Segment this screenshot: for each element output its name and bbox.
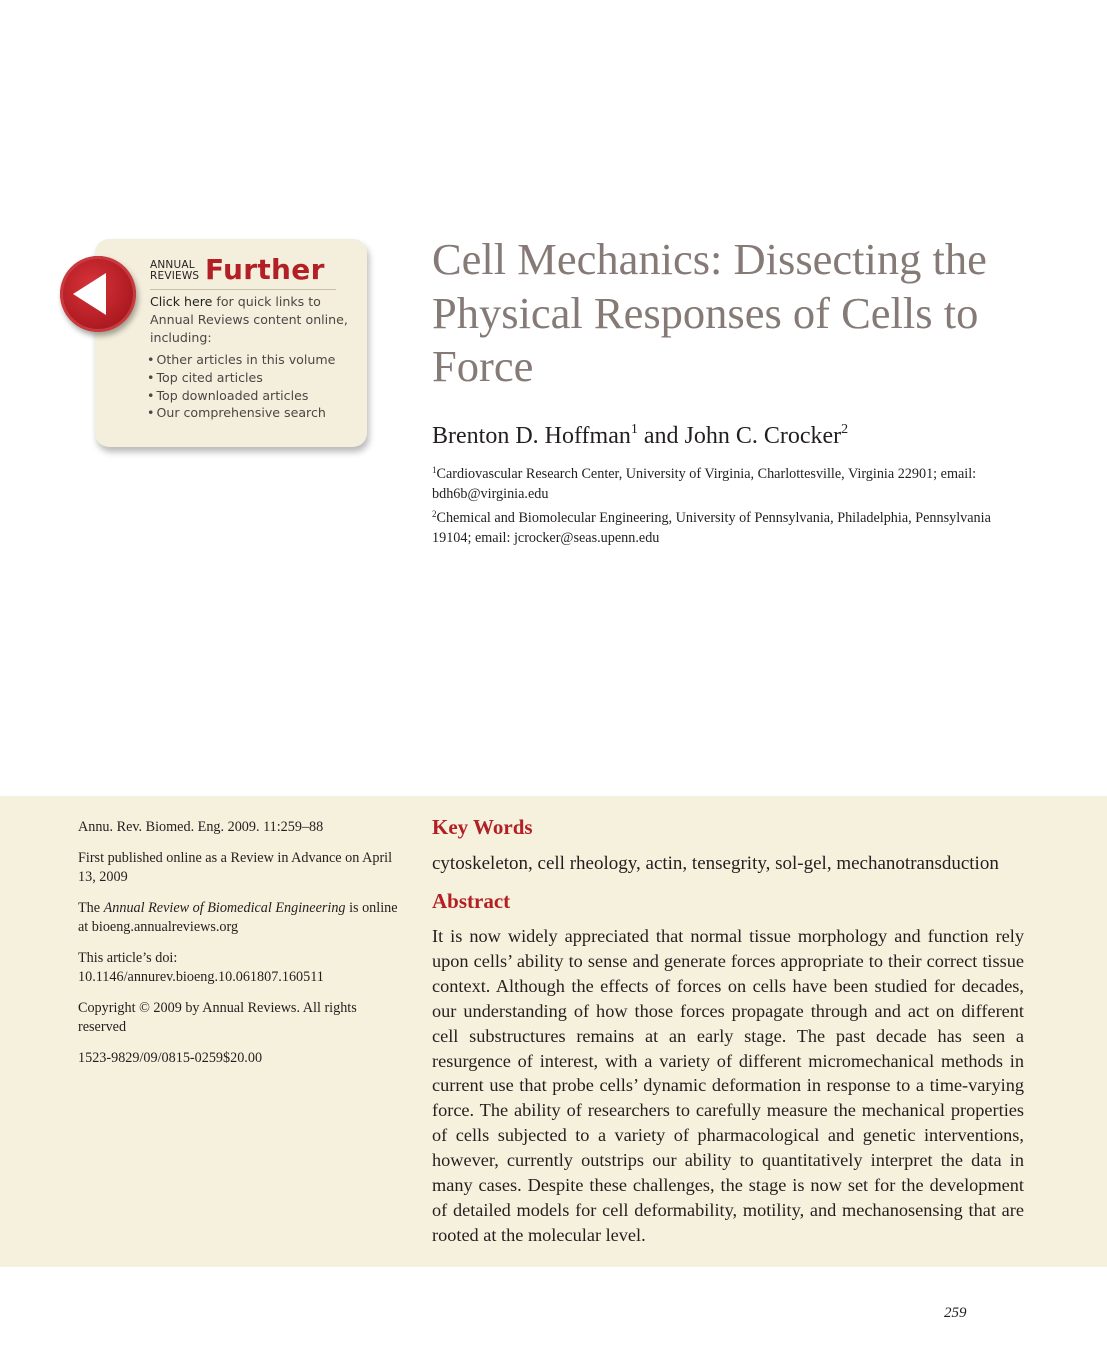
logo-line-annual: ANNUAL xyxy=(150,259,195,271)
further-item-top-cited[interactable]: • Top cited articles xyxy=(147,369,335,387)
author-name: Brenton D. Hoffman xyxy=(432,423,631,449)
copyright: Copyright © 2009 by Annual Reviews. All rights reserved xyxy=(78,1000,357,1035)
author-affiliation-mark: 1 xyxy=(630,422,638,437)
abstract-heading: Abstract xyxy=(432,889,511,913)
affiliation-text: Cardiovascular Research Center, University of Virginia, Charlottesville, Virginia 22901; email: bdh6b@virginia.edu xyxy=(432,466,977,502)
article-doi: This article’s doi: 10.1146/annurev.bioeng.10.061807.160511 xyxy=(78,950,324,985)
article-title: Cell Mechanics: Dissecting the Physical Responses of Cells to Force xyxy=(432,234,987,391)
abstract-text: It is now widely appreciated that normal tissue morphology and function rely upon cells’ ability to sense and generate forces appropriate to their correct tissue context. Although the effects of forces on cells have been studied for decades, our understanding of how those forces propagate through and act on different cell substructures remains at an early stage. The past decade has seen a resurgence of interest, with a variety of different micromechanical methods in current use that probe cells’ dynamic deformation in response to a time-varying force. The ability of researchers to carefully measure the mechanical properties of cells subjected to a variety of pharmacological and genetic interventions, however, currently outstrips our ability to quantitatively interpret the data in many cases. Despite these challenges, the stage is now set for the development of detailed models for cell deformability, motility, and mechanosensing that are rooted at the molecular level. xyxy=(432,926,1024,1245)
keywords-text: cytoskeleton, cell rheology, actin, tensegrity, sol-gel, mechanotransduction xyxy=(432,853,999,874)
annual-reviews-logo xyxy=(150,260,202,282)
author-join: and xyxy=(637,423,685,449)
affiliation-text: Chemical and Biomolecular Engineering, University of Pennsylvania, Philadelphia, Pennsylvania 19104; email: jcrocker@seas.upenn.edu xyxy=(432,510,991,546)
further-callout-box xyxy=(95,239,367,447)
journal-online xyxy=(78,899,402,937)
further-divider xyxy=(150,289,336,290)
issn: 1523-9829/09/0815-0259$20.00 xyxy=(78,1050,263,1066)
affiliation-mark: 2 xyxy=(432,509,437,519)
further-item-other-articles[interactable]: • Other articles in this volume xyxy=(147,351,335,369)
further-item-search[interactable]: • Our comprehensive search xyxy=(147,404,335,422)
further-intro-text: for quick links to Annual Reviews content online, including: xyxy=(150,294,348,345)
logo-line-reviews: REVIEWS xyxy=(150,270,200,282)
citation: Annu. Rev. Biomed. Eng. 2009. 11:259–88 xyxy=(78,819,324,835)
page-number: 259 xyxy=(944,1305,967,1321)
publication-metadata xyxy=(78,818,402,1080)
further-intro xyxy=(150,293,350,347)
first-published: First published online as a Review in Advance on April 13, 2009 xyxy=(78,850,393,885)
author-line xyxy=(432,419,848,457)
journal-suffix: is online at bioeng.annualreviews.org xyxy=(78,900,402,935)
author-affiliation-mark: 2 xyxy=(841,422,849,437)
journal-prefix: The xyxy=(78,900,104,916)
click-here-link[interactable]: Click here xyxy=(150,294,213,309)
journal-name: Annual Review of Biomedical Engineering xyxy=(103,900,346,916)
further-links-list xyxy=(147,351,335,422)
further-item-top-downloaded[interactable]: • Top downloaded articles xyxy=(147,387,335,405)
affiliation-mark: 1 xyxy=(432,465,437,475)
back-arrow-icon[interactable] xyxy=(60,256,136,332)
further-title: Further xyxy=(205,253,325,286)
arrow-triangle xyxy=(73,273,106,315)
affiliation-2 xyxy=(432,509,1012,547)
keywords-heading: Key Words xyxy=(432,815,533,839)
affiliation-1 xyxy=(432,465,1012,503)
author-name: John C. Crocker xyxy=(684,423,842,449)
